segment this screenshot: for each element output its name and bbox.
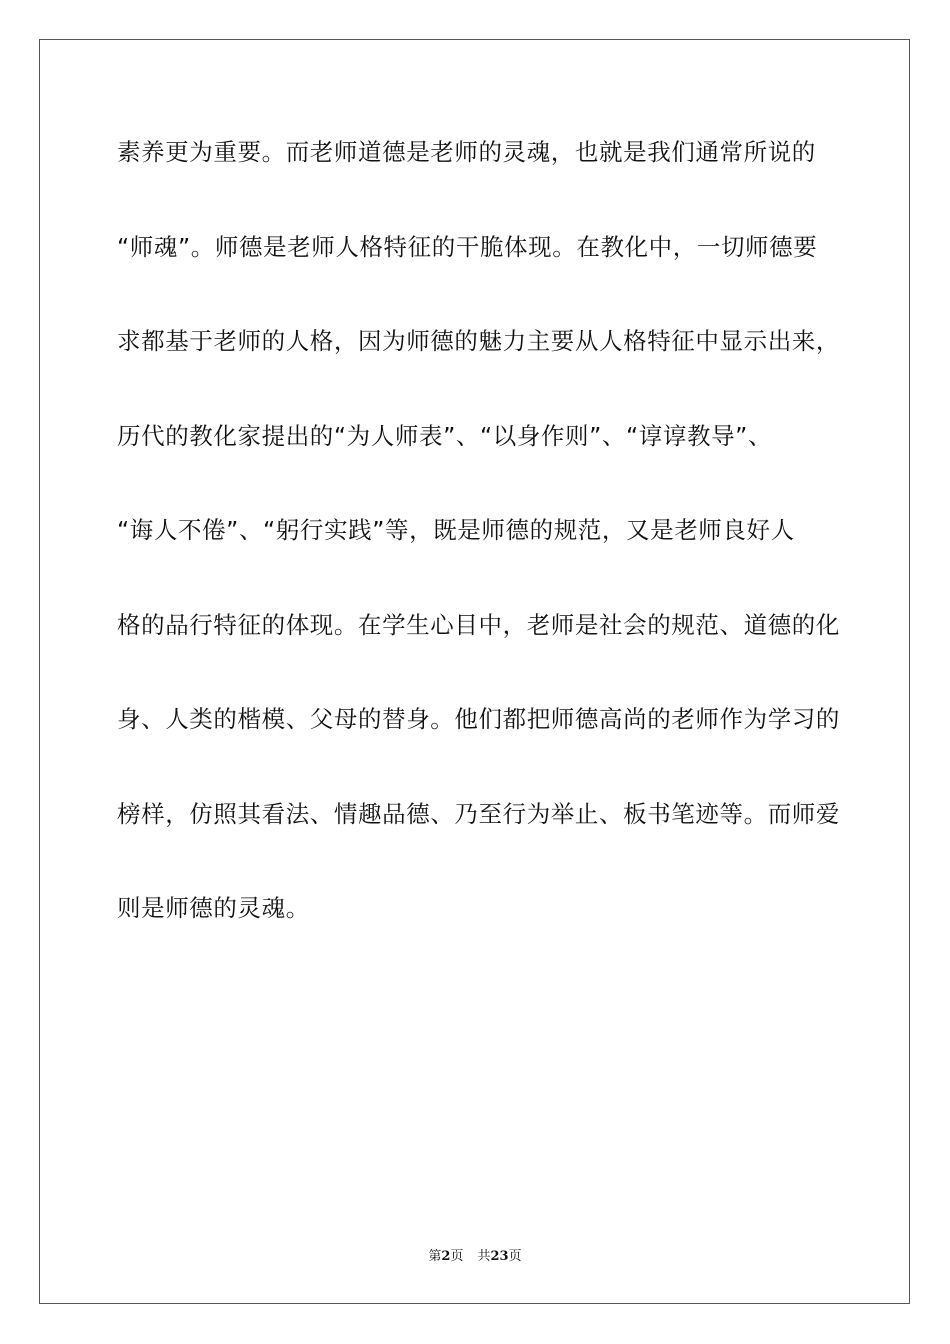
body-line-3: 求都基于老师的人格，因为师德的魅力主要从人格特征中显示出来， — [117, 327, 840, 355]
page-suffix: 页 — [450, 1249, 464, 1264]
body-line-5: “诲人不倦”、“躬行实践”等，既是师德的规范，又是老师良好人 — [117, 516, 795, 544]
body-line-9: 则是师德的灵魂。 — [117, 894, 310, 922]
page-indicator — [428, 1249, 463, 1264]
body-line-7: 身、人类的楷模、父母的替身。他们都把师德高尚的老师作为学习的 — [117, 705, 840, 733]
total-prefix: 共 — [477, 1249, 491, 1264]
body-line-1: 素养更为重要。而老师道德是老师的灵魂，也就是我们通常所说的 — [117, 138, 816, 166]
document-body — [117, 127, 840, 978]
body-line-4: 历代的教化家提出的“为人师表”、“以身作则”、“谆谆教导”、 — [117, 421, 773, 450]
page-footer — [0, 1247, 950, 1267]
total-pages-indicator — [477, 1249, 521, 1264]
body-line-8: 榜样，仿照其看法、情趣品德、乃至行为举止、板书笔迹等。而师爱 — [117, 799, 840, 828]
total-suffix: 页 — [508, 1249, 522, 1264]
total-pages: 23 — [490, 1249, 509, 1264]
body-line-6: 格的品行特征的体现。在学生心目中，老师是社会的规范、道德的化 — [117, 610, 840, 639]
page-prefix: 第 — [428, 1249, 442, 1264]
body-line-2: “师魂”。师德是老师人格特征的干脆体现。在教化中，一切师德要 — [117, 232, 818, 261]
page-number: 2 — [441, 1249, 451, 1264]
